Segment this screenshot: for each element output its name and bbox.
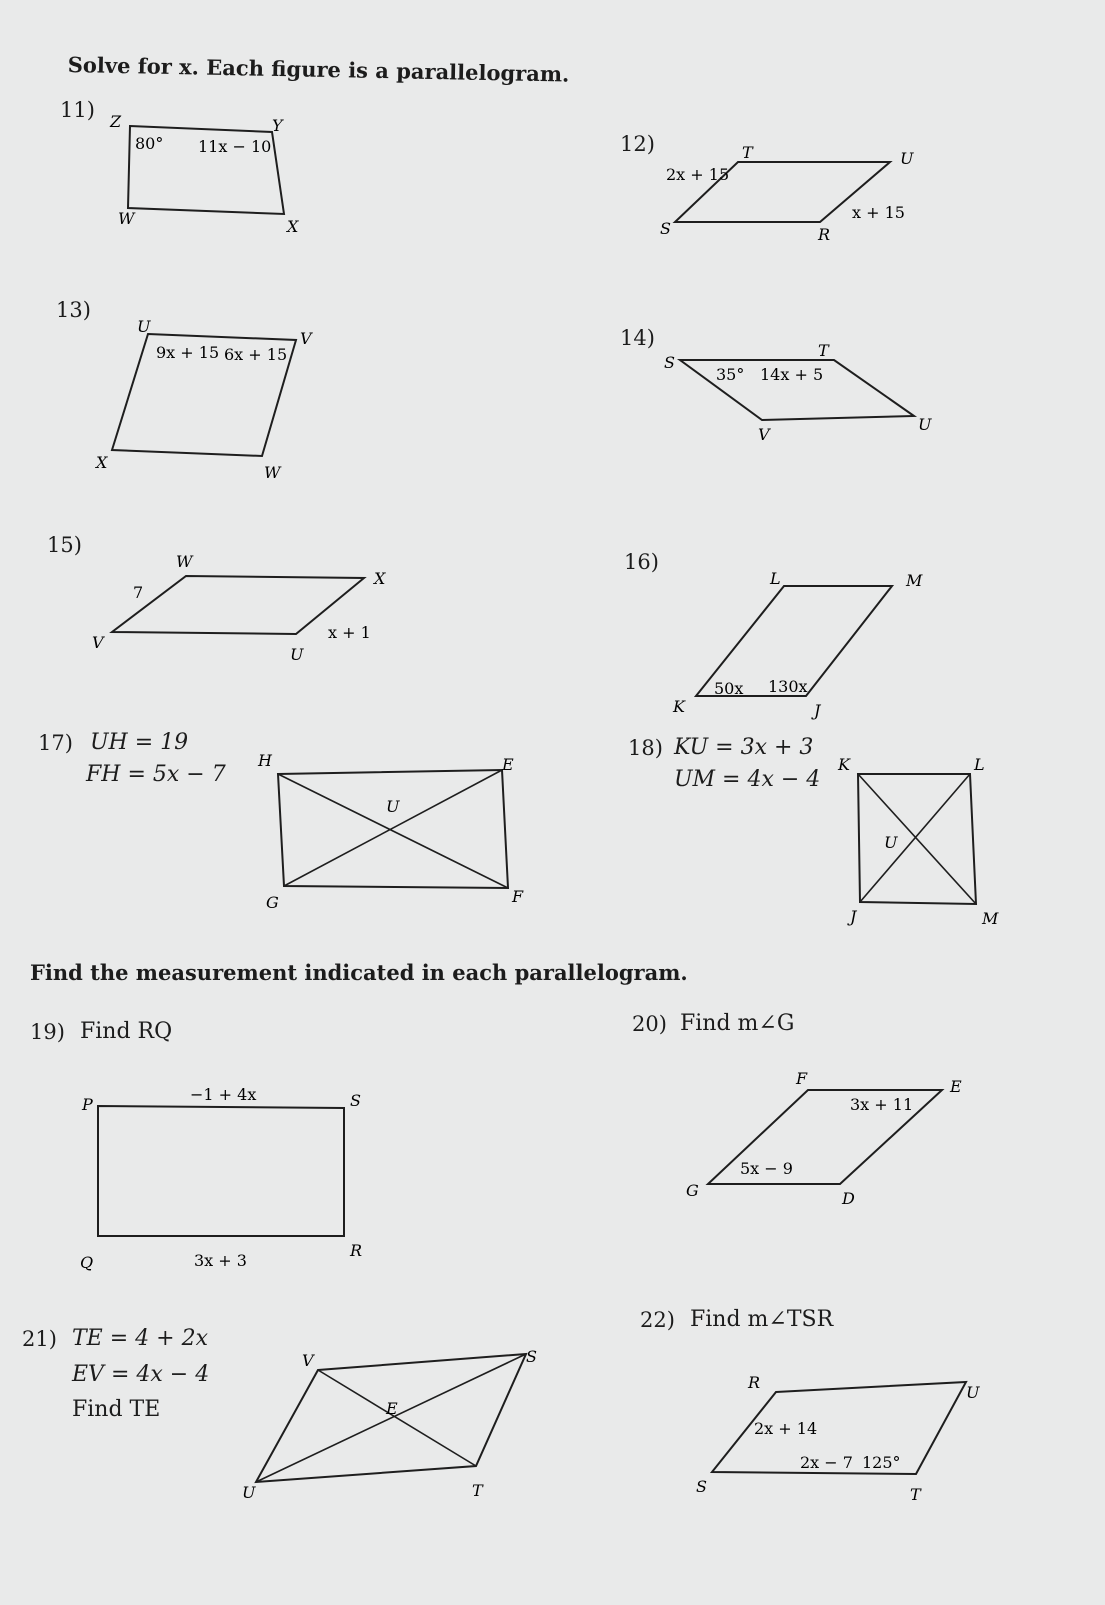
angle-t-value: 125° <box>862 1453 901 1472</box>
center-e: E <box>386 1399 398 1418</box>
vertex-v: V <box>300 329 312 348</box>
vertex-t: T <box>472 1481 483 1500</box>
vertex-x: X <box>374 569 386 588</box>
angle-r-value: 2x + 14 <box>754 1419 818 1438</box>
vertex-e: E <box>950 1077 962 1096</box>
vertex-x: X <box>287 217 299 236</box>
problem-18-number: 18) <box>628 736 663 760</box>
problem-13-number: 13) <box>56 298 91 322</box>
vertex-g: G <box>266 893 279 912</box>
figure-21 <box>242 1347 537 1502</box>
problem-11-number: 11) <box>60 98 95 122</box>
problem-19-prompt: Find RQ <box>80 1019 173 1044</box>
vertex-v: V <box>302 1351 314 1370</box>
problem-17-given-2: FH = 5x − 7 <box>86 762 226 787</box>
vertex-u: U <box>918 415 932 434</box>
problem-21-number: 21) <box>22 1327 57 1351</box>
center-u: U <box>884 833 898 852</box>
problem-21-given-2: EV = 4x − 4 <box>72 1362 210 1387</box>
vertex-v: V <box>758 425 770 444</box>
figure-11 <box>109 112 299 236</box>
diagonal-su <box>256 1354 526 1482</box>
parallelogram-wxuv <box>112 576 364 634</box>
vertex-s: S <box>660 219 671 238</box>
vertex-m: M <box>982 909 999 928</box>
vertex-k: K <box>673 697 685 716</box>
angle-e-value: 3x + 11 <box>850 1095 914 1114</box>
diagonal-vt <box>318 1370 476 1466</box>
vertex-z: Z <box>110 112 122 131</box>
side-st-value: 2x + 15 <box>666 165 730 184</box>
angle-k-value: 50x <box>714 679 744 698</box>
problem-16-number: 16) <box>624 550 659 574</box>
vertex-d: D <box>842 1189 855 1208</box>
problem-20-number: 20) <box>632 1012 667 1036</box>
vertex-r: R <box>748 1373 761 1392</box>
angle-s-value: 2x − 7 <box>800 1453 853 1472</box>
side-xu-value: x + 1 <box>328 623 371 642</box>
side-qr-value: 3x + 3 <box>194 1251 247 1270</box>
rectangle-psrq <box>98 1106 344 1236</box>
vertex-w: W <box>176 552 193 571</box>
angle-j-value: 130x <box>768 677 808 696</box>
figure-17 <box>257 751 524 912</box>
vertex-m: M <box>906 571 923 590</box>
vertex-w: W <box>118 209 135 228</box>
problem-19-number: 19) <box>30 1020 65 1044</box>
vertex-e: E <box>502 755 514 774</box>
angle-s-value: 35° <box>716 365 745 384</box>
problem-17-given-1: UH = 19 <box>90 730 189 755</box>
problem-18-given-2: UM = 4x − 4 <box>674 767 821 792</box>
side-vw-value: 7 <box>133 583 144 602</box>
vertex-l: L <box>974 755 985 774</box>
figure-18 <box>837 755 999 928</box>
vertex-t: T <box>910 1485 921 1504</box>
vertex-j: J <box>850 907 857 926</box>
vertex-s: S <box>350 1091 361 1110</box>
problem-15-number: 15) <box>47 533 82 557</box>
instructions-solve: Solve for x. Each figure is a parallelogram. <box>67 52 570 87</box>
angle-t-value: 14x + 5 <box>760 365 824 384</box>
vertex-l: L <box>770 569 781 588</box>
angle-u-value: 9x + 15 <box>156 343 220 362</box>
angle-z-value: 80° <box>135 134 164 153</box>
figure-14 <box>664 341 932 444</box>
vertex-j: J <box>814 701 821 720</box>
figure-22 <box>696 1373 980 1504</box>
figure-15 <box>92 552 386 664</box>
problem-12-number: 12) <box>620 132 655 156</box>
vertex-p: P <box>82 1095 93 1114</box>
vertex-u: U <box>137 317 151 336</box>
vertex-r: R <box>350 1241 363 1260</box>
vertex-s: S <box>526 1347 537 1366</box>
figure-19 <box>80 1085 362 1272</box>
angle-v-value: 6x + 15 <box>224 345 288 364</box>
problem-21-given-1: TE = 4 + 2x <box>72 1326 208 1351</box>
vertex-x: X <box>96 453 108 472</box>
side-ps-value: −1 + 4x <box>190 1085 257 1104</box>
vertex-v: V <box>92 633 104 652</box>
vertex-t: T <box>742 143 753 162</box>
problem-20-prompt: Find m∠G <box>680 1011 795 1036</box>
vertex-y: Y <box>272 116 283 135</box>
problem-22-prompt: Find m∠TSR <box>690 1307 834 1332</box>
side-ur-value: x + 15 <box>852 203 905 222</box>
vertex-k: K <box>838 755 850 774</box>
instructions-find: Find the measurement indicated in each parallelogram. <box>30 960 688 985</box>
problem-22-number: 22) <box>640 1308 675 1332</box>
vertex-u: U <box>290 645 304 664</box>
vertex-u: U <box>900 149 914 168</box>
vertex-u: U <box>966 1383 980 1402</box>
vertex-h: H <box>258 751 272 770</box>
vertex-s: S <box>664 353 675 372</box>
vertex-u: U <box>242 1483 256 1502</box>
problem-17-number: 17) <box>38 731 73 755</box>
figure-20 <box>686 1069 962 1208</box>
figure-16 <box>672 569 923 720</box>
vertex-g: G <box>686 1181 699 1200</box>
vertex-q: Q <box>80 1253 94 1272</box>
vertex-t: T <box>818 341 829 360</box>
problem-21-prompt: Find TE <box>72 1397 161 1422</box>
vertex-r: R <box>818 225 831 244</box>
vertex-w: W <box>264 463 281 482</box>
vertex-s: S <box>696 1477 707 1496</box>
problem-18-given-1: KU = 3x + 3 <box>674 735 814 760</box>
figure-13 <box>94 317 313 482</box>
problem-14-number: 14) <box>620 326 655 350</box>
vertex-f: F <box>796 1069 808 1088</box>
angle-g-value: 5x − 9 <box>740 1159 793 1178</box>
vertex-f: F <box>512 887 524 906</box>
figure-12 <box>660 143 914 244</box>
angle-y-value: 11x − 10 <box>198 137 272 156</box>
center-u: U <box>386 797 400 816</box>
